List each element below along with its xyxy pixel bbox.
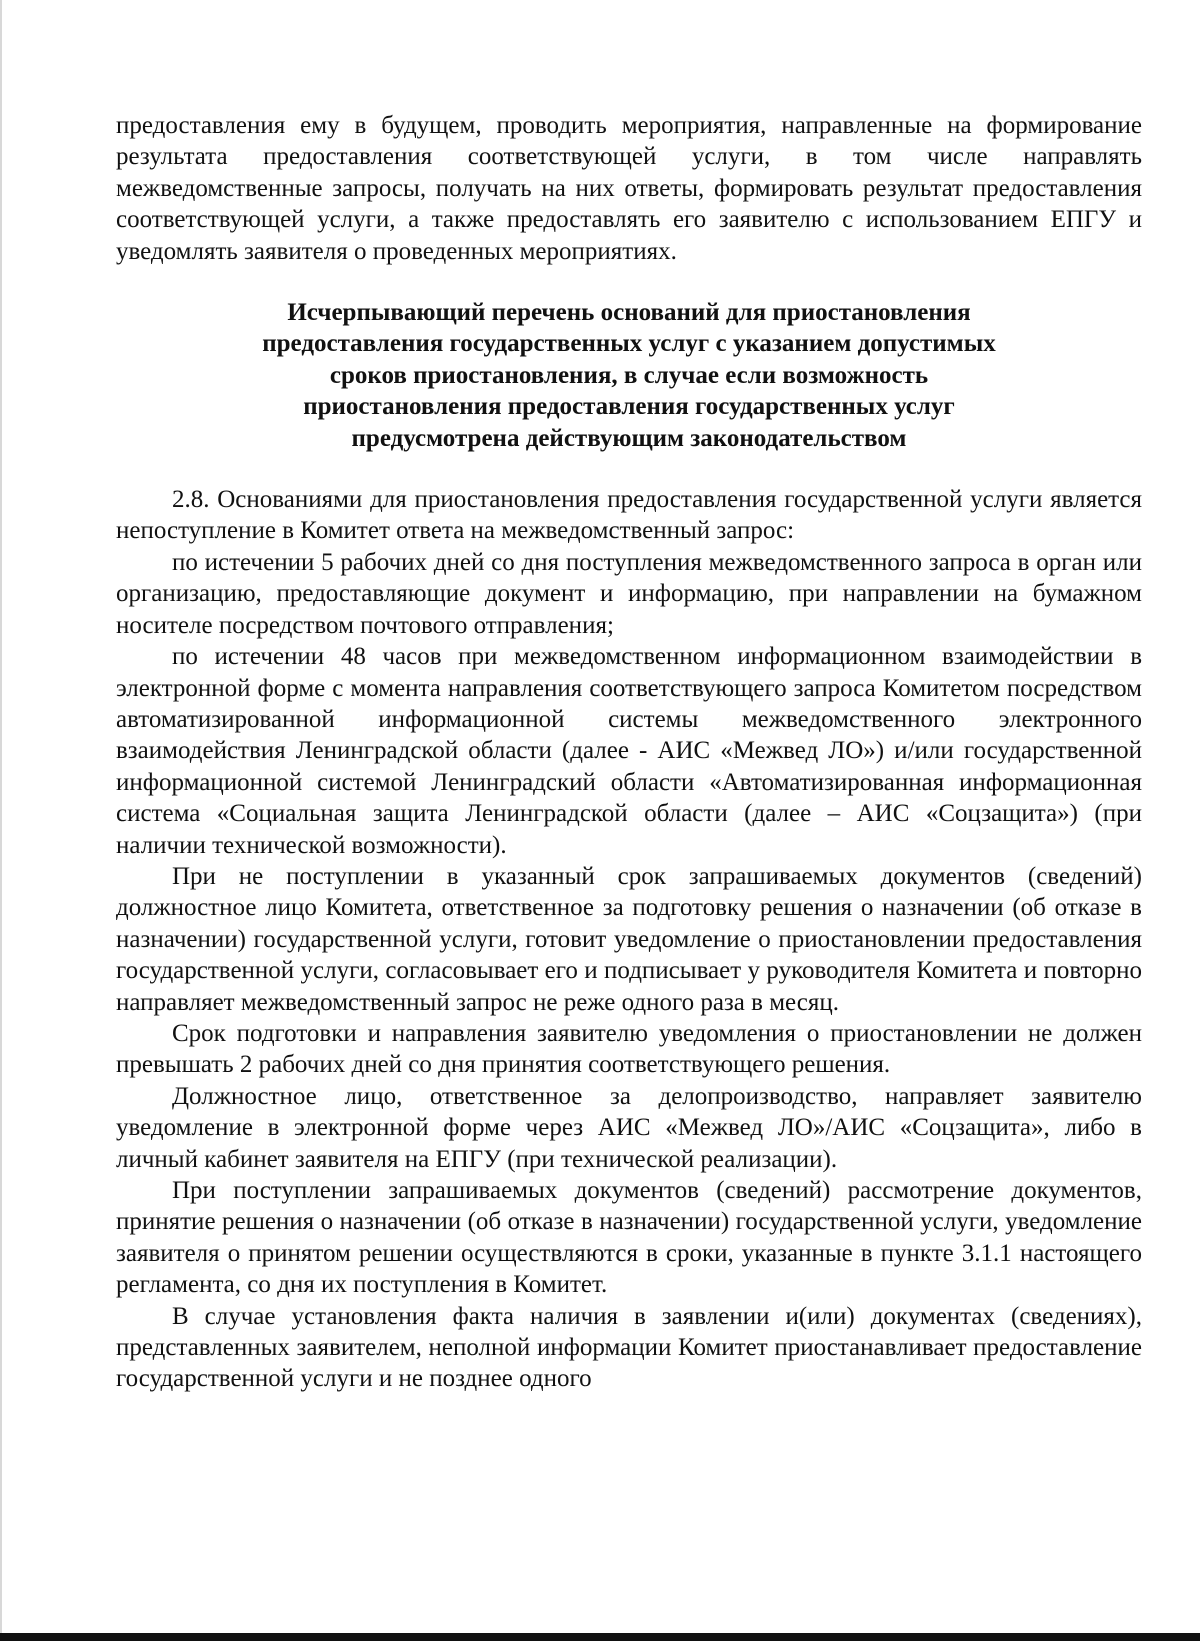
- paragraph-2-8: 2.8. Основаниями для приостановления предоставления государственной услуги является непоступление в Комитет ответа на межведомственный запрос:: [116, 486, 1142, 545]
- paragraph-incomplete-info: В случае установления факта наличия в заявлении и(или) документах (сведениях), представленных заявителем, неполной информации Комитет приостанавливает предоставление государственной услуги и не позднее одного: [116, 1302, 1142, 1393]
- document-page: [116, 110, 1142, 1395]
- intro-paragraph: предоставления ему в будущем, проводить мероприятия, направленные на формирование результата предоставления соответствующей услуги, в том числе направлять межведомственные запросы, получать на них ответы, формировать результат предоставления соответствующей услуги, а также предоставлять его заявителю с использованием ЕПГУ и уведомлять заявителя о проведенных мероприятиях.: [116, 112, 1142, 265]
- paragraph-no-response: При не поступлении в указанный срок запрашиваемых документов (сведений) должностное лицо Комитета, ответственное за подготовку решения о назначении (об отказе в назначении) государственной услуги, готовит уведомление о приостановлении предоставления государственной услуги, согласовывает его и подписывает у руководителя Комитета и повторно направляет межведомственный запрос не реже одного раза в месяц.: [116, 862, 1142, 1016]
- heading-line: Исчерпывающий перечень оснований для приостановления: [287, 299, 971, 327]
- heading-line: предоставления государственных услуг с указанием допустимых: [262, 330, 996, 358]
- scan-left-edge: [0, 0, 2, 1641]
- section-heading: [116, 297, 1142, 454]
- paragraph-notice-delivery: Должностное лицо, ответственное за делопроизводство, направляет заявителю уведомление в электронной форме через АИС «Межвед ЛО»/АИС «Соцзащита», либо в личный кабинет заявителя на ЕПГУ (при технической реализации).: [116, 1082, 1142, 1173]
- scan-bottom-edge: [0, 1633, 1200, 1641]
- paragraph-electronic-request: по истечении 48 часов при межведомственном информационном взаимодействии в электронной форме с момента направления соответствующего запроса Комитетом посредством автоматизированной информационной системы межведомственного электронного взаимодействия Ленинградской области (далее - АИС «Межвед ЛО») и/или государственной информационной системой Ленинградский области «Автоматизированная информационная система «Социальная защита Ленинградской области (далее – АИС «Соцзащита») (при наличии технической возможности).: [116, 643, 1142, 859]
- heading-line: сроков приостановления, в случае если возможность: [329, 361, 929, 389]
- heading-line: приостановления предоставления государственных услуг: [303, 393, 955, 421]
- heading-line: предусмотрена действующим законодательством: [351, 424, 907, 452]
- paragraph-documents-received: При поступлении запрашиваемых документов (сведений) рассмотрение документов, принятие решения о назначении (об отказе в назначении) государственной услуги, уведомление заявителя о принятом решении осуществляются в сроки, указанные в пункте 3.1.1 настоящего регламента, со дня их поступления в Комитет.: [116, 1177, 1142, 1299]
- paragraph-notice-deadline: Срок подготовки и направления заявителю уведомления о приостановлении не должен превышать 2 рабочих дней со дня принятия соответствующего решения.: [116, 1019, 1142, 1079]
- paragraph-paper-request: по истечении 5 рабочих дней со дня поступления межведомственного запроса в орган или организацию, предоставляющие документ и информацию, при направлении на бумажном носителе посредством почтового отправления;: [116, 548, 1142, 639]
